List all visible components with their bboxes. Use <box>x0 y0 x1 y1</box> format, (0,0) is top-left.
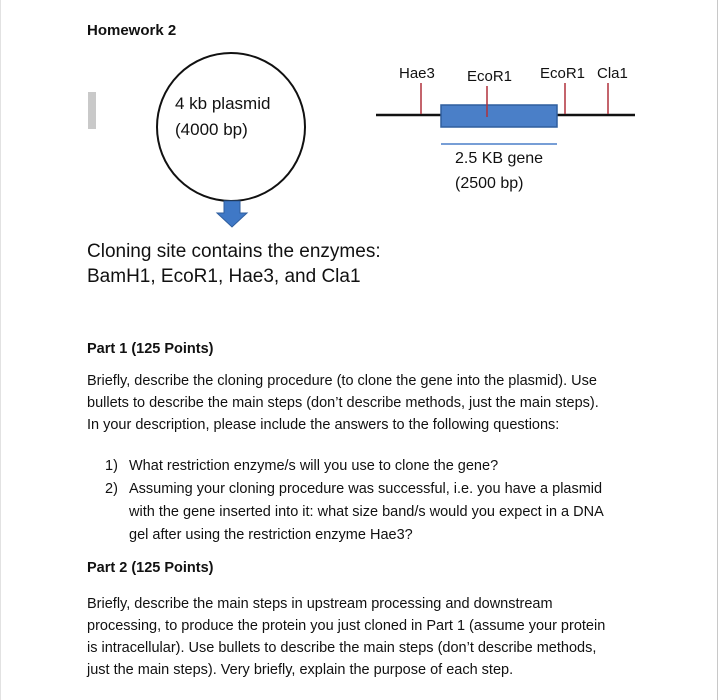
gene-size-label: 2.5 KB gene <box>455 150 544 167</box>
question-text <box>129 455 645 478</box>
site-label-hae3: Hae3 <box>399 65 435 82</box>
question-line: with the gene inserted into it: what size band/s would you expect in a DNA <box>129 504 604 520</box>
part1-intro-line-1: Briefly, describe the cloning procedure (to clone the gene into the plasmid). Use <box>87 373 597 389</box>
question-line: Assuming your cloning procedure was successful, i.e. you have a plasmid <box>129 481 603 497</box>
question-number: 1) <box>105 458 118 474</box>
question-line: gel after using the restriction enzyme Hae3? <box>129 527 413 543</box>
part2-line-3: is intracellular). Use bullets to describe the main steps (don’t describe methods, <box>87 640 597 656</box>
part2-heading-block <box>87 557 647 579</box>
question-item <box>105 478 645 547</box>
question-text <box>129 478 645 547</box>
question-item <box>105 455 645 478</box>
question-number: 2) <box>105 481 118 497</box>
cloning-site-line-1: Cloning site contains the enzymes: <box>87 241 381 262</box>
site-label-ecor1-right: EcoR1 <box>540 65 586 82</box>
plasmid-label-size: 4 kb plasmid <box>175 94 271 113</box>
part1-heading: Part 1 (125 Points) <box>87 341 214 357</box>
gene-box <box>441 105 557 127</box>
gene-bp-label: (2500 bp) <box>455 175 524 192</box>
part2-body <box>87 593 647 681</box>
part2-line-1: Briefly, describe the main steps in upstream processing and downstream <box>87 596 553 612</box>
question-line: What restriction enzyme/s will you use to clone the gene? <box>129 458 499 474</box>
part1-question-list <box>105 455 645 547</box>
part1-heading-block <box>87 338 647 360</box>
part1-intro-line-2: bullets to describe the main steps (don’t describe methods, just the main steps). <box>87 395 599 411</box>
cloning-site-text <box>87 239 381 289</box>
part2-line-2: processing, to produce the protein you just cloned in Part 1 (assume your protein <box>87 618 606 634</box>
cloning-site-line-2: BamH1, EcoR1, Hae3, and Cla1 <box>87 266 361 287</box>
page-title: Homework 2 <box>87 22 177 39</box>
part1-intro <box>87 370 647 436</box>
plasmid-label-bp: (4000 bp) <box>175 120 248 139</box>
part2-line-4: just the main steps). Very briefly, explain the purpose of each step. <box>87 662 514 678</box>
site-label-ecor1-left: EcoR1 <box>467 68 513 85</box>
down-arrow-icon <box>217 201 247 227</box>
site-label-cla1: Cla1 <box>597 65 628 82</box>
part2-heading: Part 2 (125 Points) <box>87 560 214 576</box>
part1-intro-line-3: In your description, please include the answers to the following questions: <box>87 417 560 433</box>
